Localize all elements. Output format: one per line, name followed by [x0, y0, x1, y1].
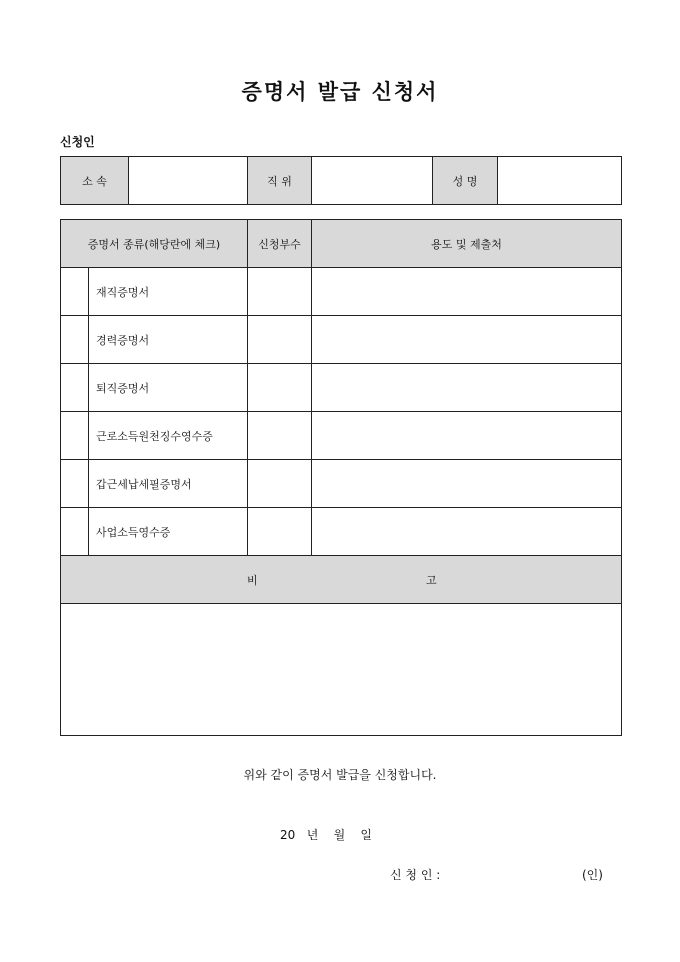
signer-label: 신 청 인 : — [390, 868, 441, 882]
table-row — [61, 508, 622, 556]
remarks-field[interactable] — [61, 604, 622, 736]
remarks-label-char2: 고 — [426, 574, 437, 587]
copies-cell[interactable] — [248, 508, 312, 556]
name-label: 성 명 — [433, 157, 498, 205]
purpose-cell[interactable] — [312, 364, 622, 412]
header-certificate-type: 증명서 종류(해당란에 체크) — [61, 220, 248, 268]
affiliation-label: 소 속 — [61, 157, 129, 205]
certificate-label: 사업소득영수증 — [89, 508, 248, 556]
check-cell[interactable] — [61, 364, 89, 412]
table-row — [61, 316, 622, 364]
check-cell[interactable] — [61, 316, 89, 364]
check-cell[interactable] — [61, 508, 89, 556]
affiliation-field[interactable] — [129, 157, 248, 205]
table-row — [61, 268, 622, 316]
certificate-label: 경력증명서 — [89, 316, 248, 364]
table-row — [61, 364, 622, 412]
purpose-cell[interactable] — [312, 460, 622, 508]
copies-cell[interactable] — [248, 460, 312, 508]
certificate-label: 재직증명서 — [89, 268, 248, 316]
name-field[interactable] — [498, 157, 622, 205]
check-cell[interactable] — [61, 412, 89, 460]
purpose-cell[interactable] — [312, 412, 622, 460]
remarks-header — [61, 556, 622, 604]
certificate-label: 근로소득원천징수영수증 — [89, 412, 248, 460]
document-title: 증명서 발급 신청서 — [241, 79, 439, 104]
header-copies: 신청부수 — [248, 220, 312, 268]
applicant-info-table — [60, 156, 622, 205]
header-purpose: 용도 및 제출처 — [312, 220, 622, 268]
certificate-request-table — [60, 219, 622, 736]
certificate-label: 퇴직증명서 — [89, 364, 248, 412]
purpose-cell[interactable] — [312, 316, 622, 364]
check-cell[interactable] — [61, 460, 89, 508]
remarks-label-char1: 비 — [247, 574, 258, 587]
copies-cell[interactable] — [248, 316, 312, 364]
purpose-cell[interactable] — [312, 268, 622, 316]
copies-cell[interactable] — [248, 412, 312, 460]
copies-cell[interactable] — [248, 364, 312, 412]
applicant-section-label: 신청인 — [60, 135, 95, 149]
table-row — [61, 412, 622, 460]
position-label: 직 위 — [248, 157, 312, 205]
certificate-label: 갑근세납세필증명서 — [89, 460, 248, 508]
check-cell[interactable] — [61, 268, 89, 316]
copies-cell[interactable] — [248, 268, 312, 316]
position-field[interactable] — [312, 157, 433, 205]
seal-mark: (인) — [582, 868, 603, 882]
date-line: 20 년 월 일 — [280, 828, 373, 842]
request-statement: 위와 같이 증명서 발급을 신청합니다. — [243, 768, 437, 782]
table-row — [61, 460, 622, 508]
purpose-cell[interactable] — [312, 508, 622, 556]
